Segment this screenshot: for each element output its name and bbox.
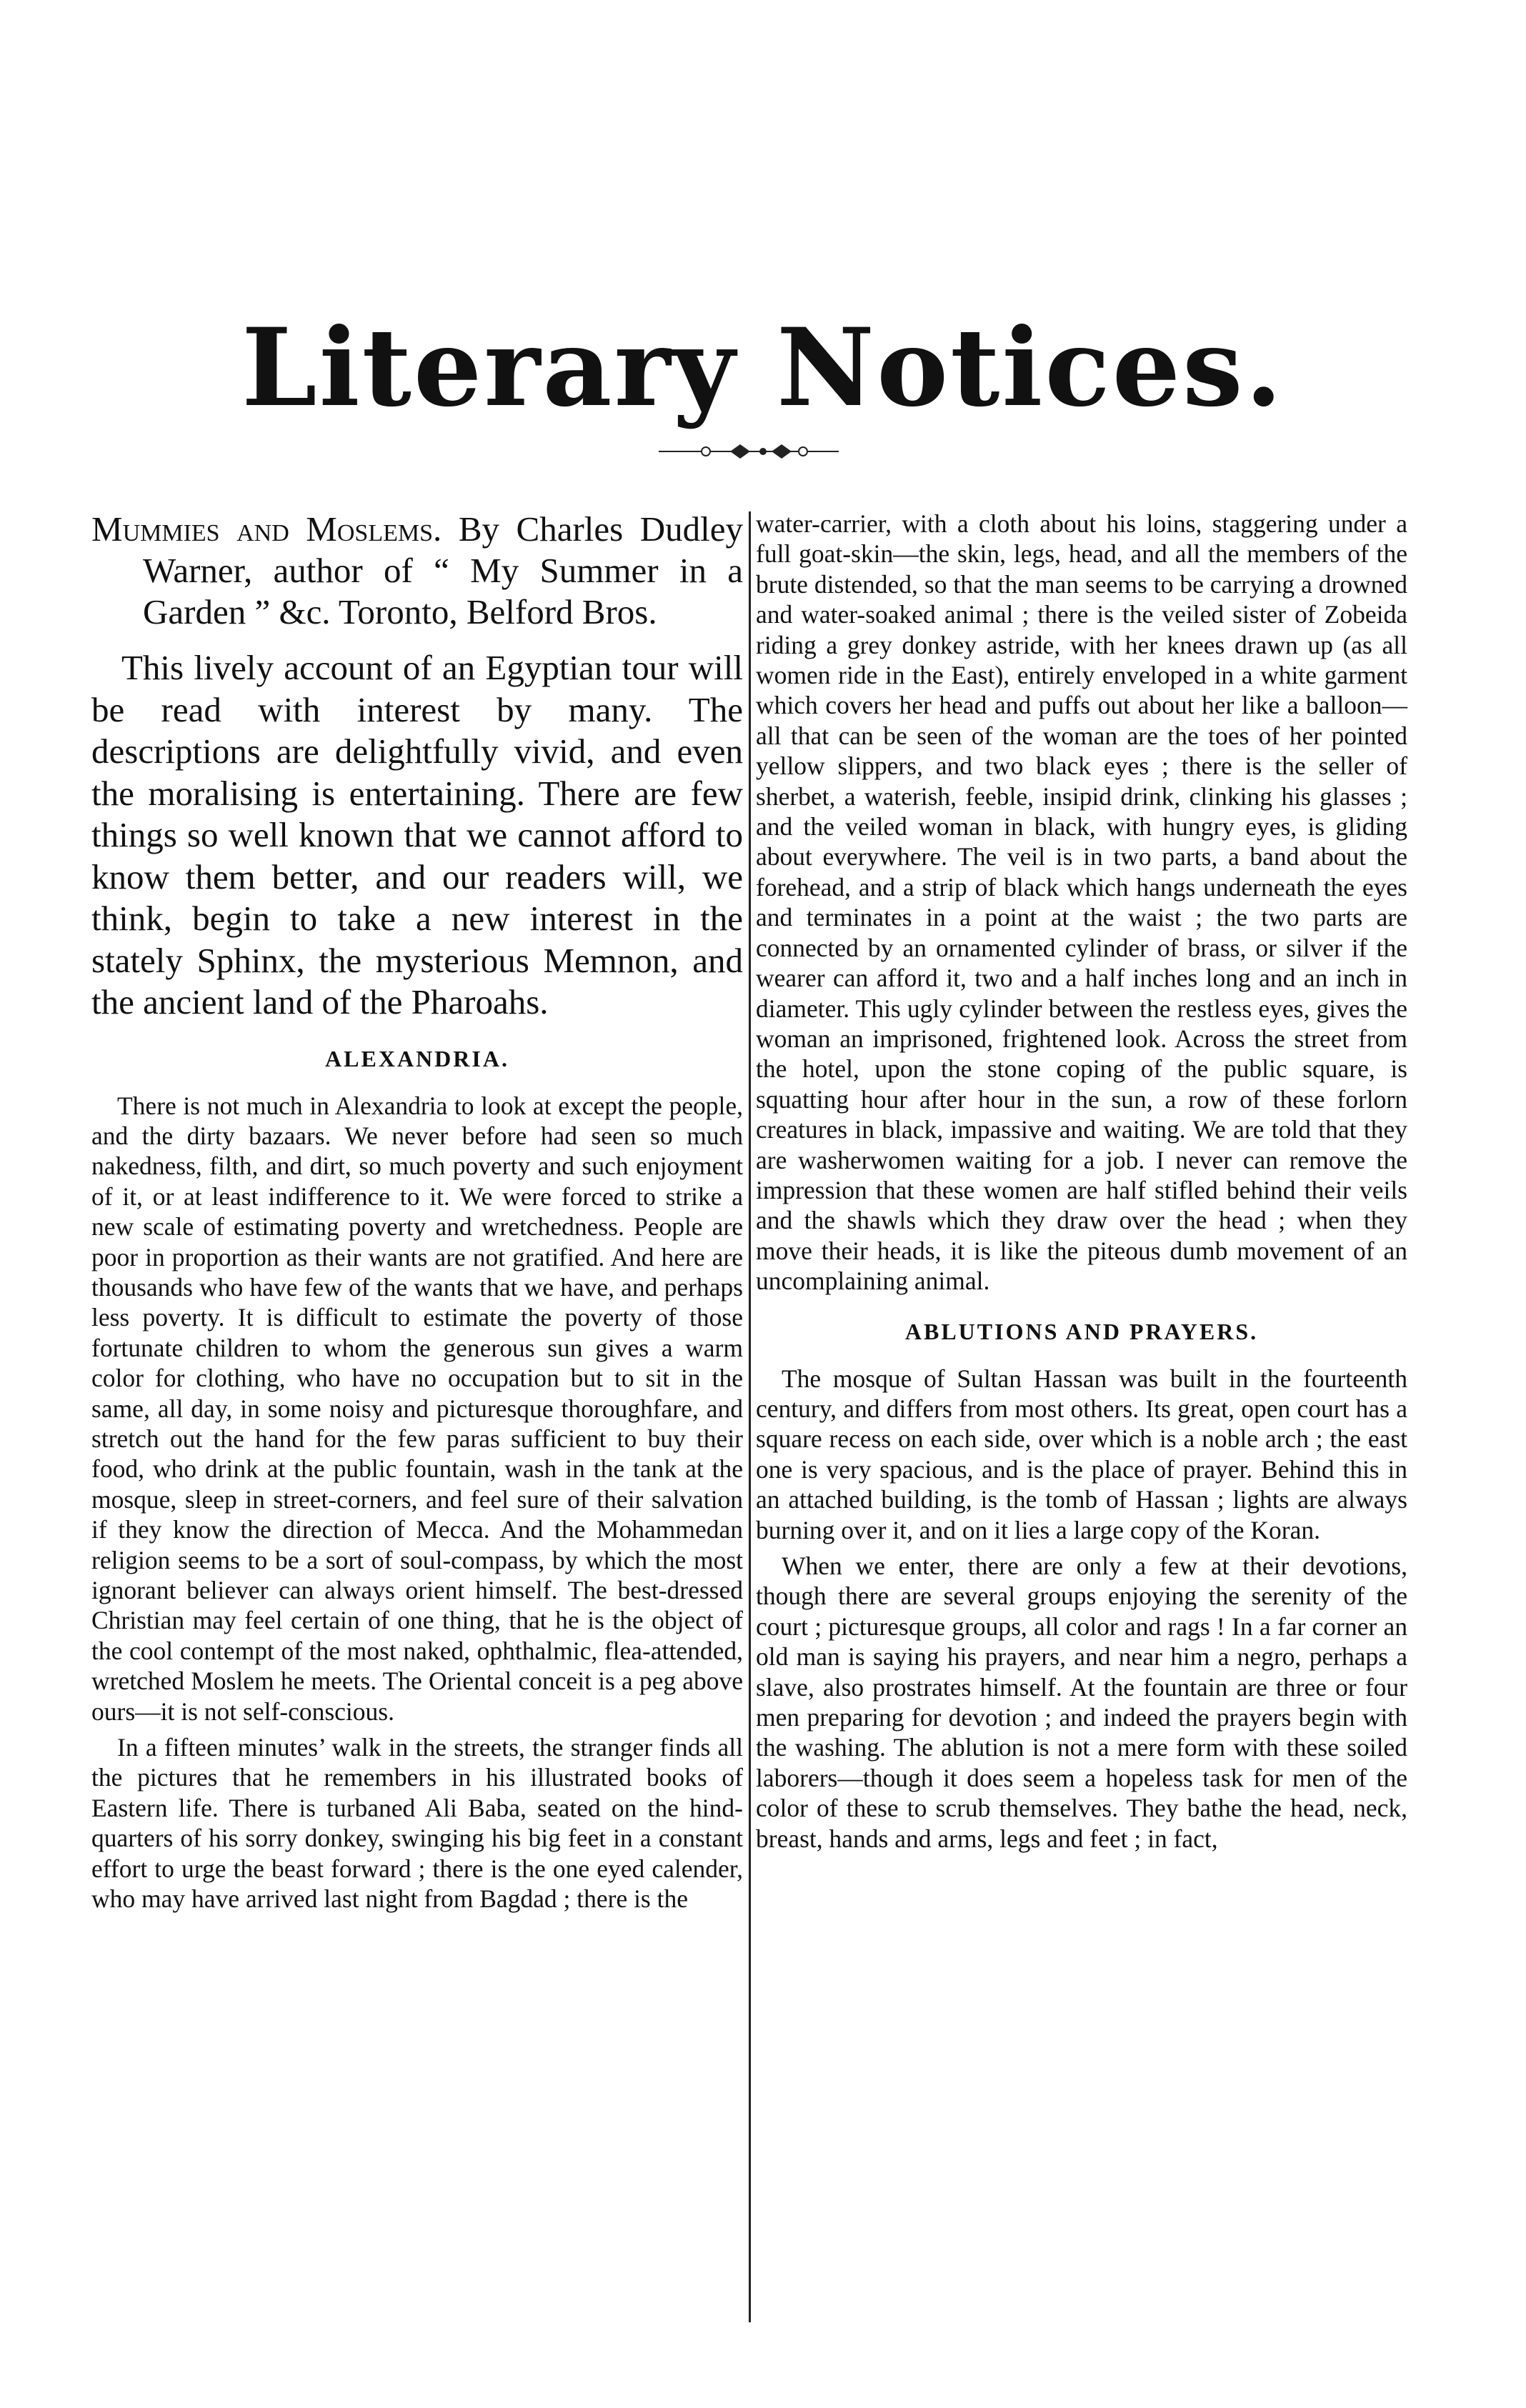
page-title: Literary Notices.	[241, 305, 1285, 431]
review-intro: This lively account of an Egyptian tour will be read with interest by many. The descriptions are delightfully vivid, and even the moralising is entertaining. There are few things so well known that we cannot afford to know them better, and our readers will, we think, begin to take a new interest in the stately Sphinx, the mysterious Memnon, and the ancient land of the Pharoahs.	[91, 648, 743, 1021]
body-paragraph: In a fifteen minutes’ walk in the streets, the stranger finds all the pictures that he remembers in his illustrated books of Eastern life. There is turbaned Ali Baba, seated on the hind-quarters of his sorry donkey, swinging his big feet in a constant effort to urge the beast forward ; there is the one eyed calender, who may have arrived last night from Bagdad ; there is the	[91, 1733, 743, 1914]
book-title: Mummies and Moslems.	[91, 509, 442, 549]
right-column	[756, 509, 1407, 1854]
section-heading-ablutions: ABLUTIONS AND PRAYERS.	[904, 1318, 1259, 1344]
divider-ornament	[656, 441, 842, 461]
body-paragraph: There is not much in Alexandria to look at except the people, and the dirty bazaars. We never before had seen so much nakedness, filth, and dirt, so much poverty and such enjoyment of it, or at least indifference to it. We were forced to strike a new scale of estimating poverty and wretchedness. People are poor in proportion as their wants are not gratified. And here are thousands who have few of the wants that we have, and perhaps less poverty. It is difficult to estimate the poverty of those fortunate children to whom the generous sun gives a warm color for clothing, who have no occupation but to sit in the same, all day, in some noisy and picturesque thoroughfare, and stretch out the hand for the few paras sufficient to buy their food, who drink at the public fountain, wash in the tank at the mosque, sleep in street-corners, and feel sure of their salvation if they know the direction of Mecca. And the Mohammedan religion seems to be a sort of soul-compass, by which the most ignorant believer can always orient himself. The best-dressed Christian may feel certain of one thing, that he is the object of the cool contempt of the most naked, ophthalmic, flea-attended, wretched Moslem he meets. The Oriental conceit is a peg above ours—it is not self-conscious.	[91, 1091, 743, 1726]
column-divider	[749, 511, 751, 2322]
book-heading	[91, 509, 743, 633]
body-paragraph-continued: water-carrier, with a cloth about his loins, staggering under a full goat-skin—the skin, legs, head, and all the members of the brute distended, so that the man seems to be carrying a drowned and water-soaked animal ; there is the veiled sister of Zobeida riding a grey donkey astride, with her knees drawn up (as all women ride in the East), entirely enveloped in a white garment which covers her head and puffs out about her like a balloon—all that can be seen of the woman are the toes of her pointed yellow slippers, and two black eyes ; there is the seller of sherbet, a waterish, feeble, insipid drink, clinking his glasses ; and the veiled woman in black, with hungry eyes, is gliding about everywhere. The veil is in two parts, a band about the forehead, and a strip of black which hangs underneath the eyes and terminates in a point at the waist ; the two parts are connected by an ornamented cylinder of brass, or silver if the wearer can afford it, two and a half inches long and an inch in diameter. This ugly cylinder between the restless eyes, gives the woman an imprisoned, frightened look. Across the street from the hotel, upon the stone coping of the public square, is squatting hour after hour in the sun, a row of these forlorn creatures in black, impassive and waiting. We are told that they are washerwomen waiting for a job. I never can remove the impression that these women are half stifled behind their veils and the shawls which they draw over the head ; when they move their heads, it is like the piteous dumb movement of an uncomplaining animal.	[756, 509, 1407, 1296]
left-column	[91, 509, 743, 1914]
body-paragraph: When we enter, there are only a few at their devotions, though there are several groups enjoying the serenity of the court ; picturesque groups, all color and rags ! In a far corner an old man is saying his prayers, and near him a negro, perhaps a slave, also prostrates himself. At the fountain are three or four men preparing for devotion ; and indeed the prayers begin with the washing. The ablution is not a mere form with these soiled laborers—though it does seem a hopeless task for men of the color of these to scrub themselves. They bathe the head, neck, breast, hands and arms, legs and feet ; in fact,	[756, 1552, 1407, 1853]
book-byline: By Charles Dudley Warner, author of “ My Summer in a Garden ” &c. Toronto, Belford Bros.	[143, 509, 743, 631]
body-paragraph: The mosque of Sultan Hassan was built in the fourteenth century, and differs from most others. Its great, open court has a square recess on each side, over which is a noble arch ; the east one is very spacious, and is the place of prayer. Behind this in an attached building, is the tomb of Hassan ; lights are always burning over it, and on it lies a large copy of the Koran.	[756, 1364, 1407, 1544]
section-heading-alexandria: ALEXANDRIA.	[325, 1045, 509, 1071]
